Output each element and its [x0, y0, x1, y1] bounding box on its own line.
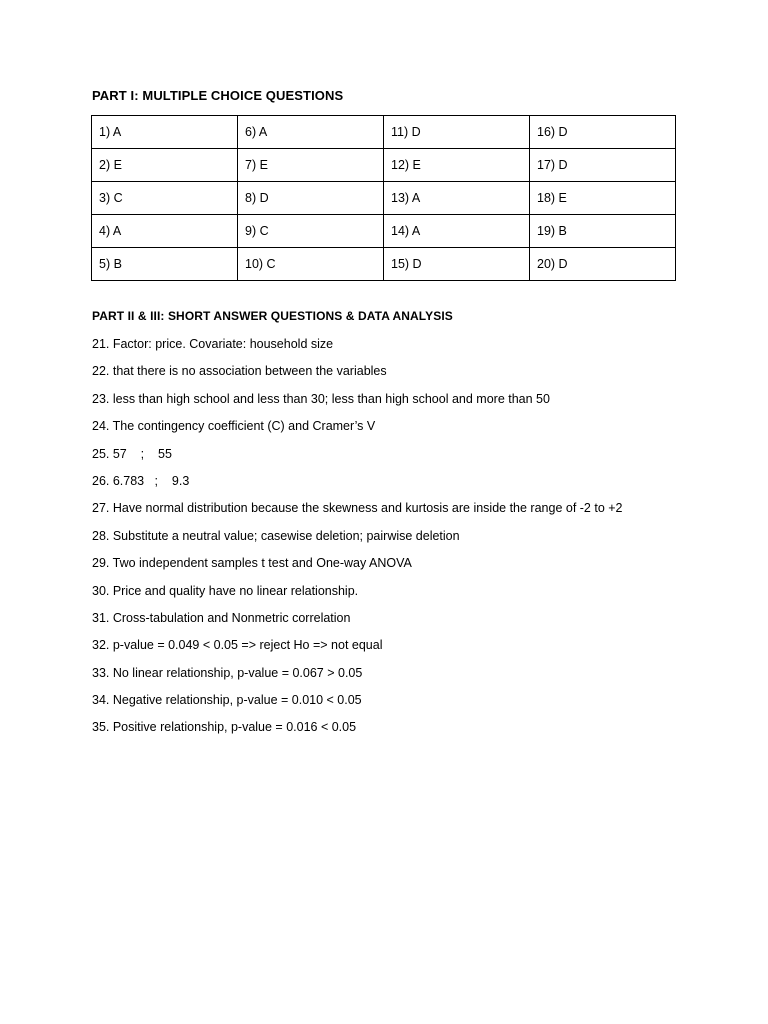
table-cell: 17) D — [530, 149, 676, 182]
table-cell: 12) E — [384, 149, 530, 182]
table-cell: 4) A — [92, 215, 238, 248]
answer-item: 34. Negative relationship, p-value = 0.010 < 0.05 — [92, 693, 362, 708]
table-cell: 14) A — [384, 215, 530, 248]
table-cell: 6) A — [238, 116, 384, 149]
table-cell: 9) C — [238, 215, 384, 248]
answer-item: 35. Positive relationship, p-value = 0.016 < 0.05 — [92, 720, 357, 735]
answer-item: 21. Factor: price. Covariate: household size — [92, 337, 334, 351]
short-answer-list — [92, 336, 623, 747]
table-cell: 3) C — [92, 182, 238, 215]
answer-item: 30. Price and quality have no linear relationship. — [92, 583, 359, 598]
answer-item: 24. The contingency coefficient (C) and Cramer’s V — [92, 419, 376, 434]
table-row — [92, 116, 676, 149]
part2-heading: PART II & III: SHORT ANSWER QUESTIONS & DATA ANALYSIS — [92, 309, 453, 323]
table-cell: 5) B — [92, 248, 238, 281]
answer-item: 25. 57 ; 55 — [92, 446, 172, 461]
table-cell: 20) D — [530, 248, 676, 281]
answer-item: 26. 6.783 ; 9.3 — [92, 473, 190, 488]
part1-heading: PART I: MULTIPLE CHOICE QUESTIONS — [92, 88, 344, 103]
answer-item: 28. Substitute a neutral value; casewise deletion; pairwise deletion — [92, 528, 460, 543]
answer-item: 23. less than high school and less than 30; less than high school and more than 50 — [92, 391, 550, 406]
answer-item: 27. Have normal distribution because the skewness and kurtosis are inside the range of -2 to +2 — [92, 501, 623, 516]
multiple-choice-answer-table — [91, 115, 676, 281]
table-cell: 16) D — [530, 116, 676, 149]
answer-item: 22. that there is no association between the variables — [92, 364, 387, 379]
table-cell: 8) D — [238, 182, 384, 215]
table-cell: 7) E — [238, 149, 384, 182]
table-row — [92, 182, 676, 215]
table-row — [92, 248, 676, 281]
answer-item: 33. No linear relationship, p-value = 0.067 > 0.05 — [92, 665, 363, 680]
table-cell: 13) A — [384, 182, 530, 215]
answer-item: 31. Cross-tabulation and Nonmetric correlation — [92, 610, 351, 625]
table-cell: 19) B — [530, 215, 676, 248]
table-cell: 15) D — [384, 248, 530, 281]
table-cell: 18) E — [530, 182, 676, 215]
table-cell: 10) C — [238, 248, 384, 281]
answer-item: 29. Two independent samples t test and One-way ANOVA — [92, 556, 412, 571]
table-cell: 2) E — [92, 149, 238, 182]
table-row — [92, 149, 676, 182]
table-row — [92, 215, 676, 248]
answer-item: 32. p-value = 0.049 < 0.05 => reject Ho => not equal — [92, 638, 383, 653]
table-cell: 1) A — [92, 116, 238, 149]
table-cell: 11) D — [384, 116, 530, 149]
